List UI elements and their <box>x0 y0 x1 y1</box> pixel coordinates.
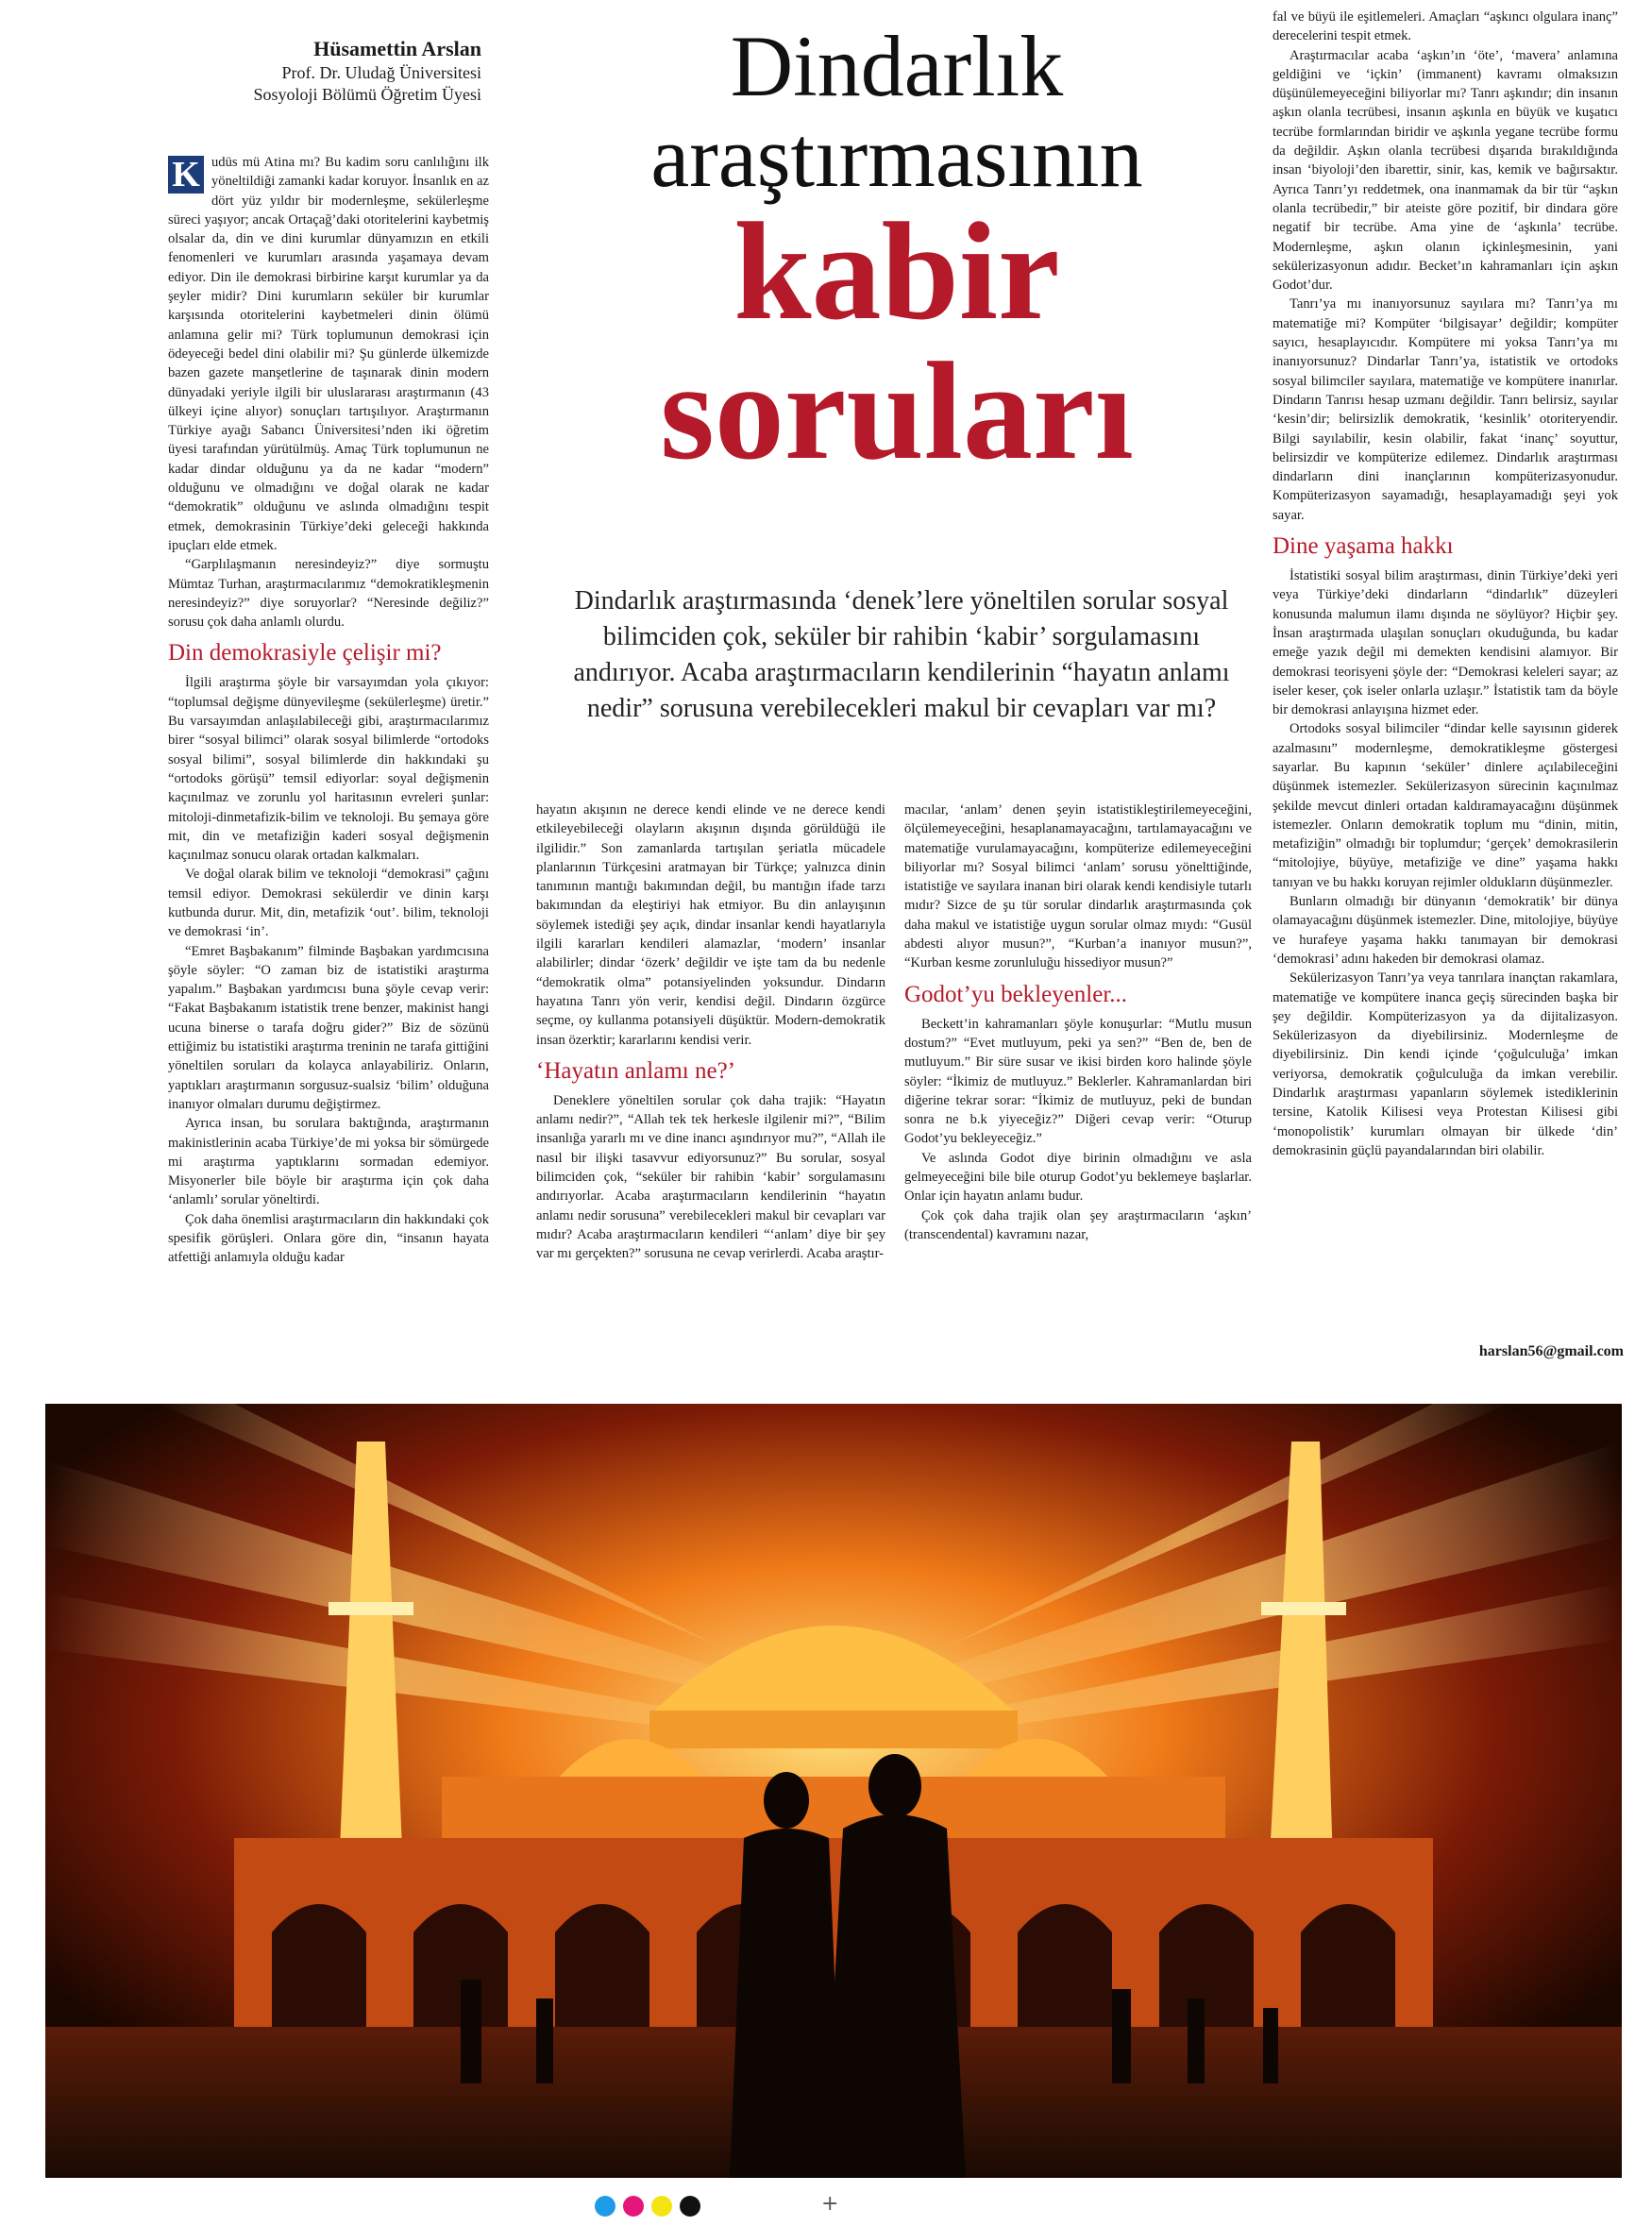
mosque-photo-illustration <box>45 1404 1622 2178</box>
drop-cap: K <box>168 156 204 194</box>
lead-paragraph <box>168 153 489 555</box>
registration-mark-yellow <box>651 2196 672 2217</box>
paragraph: Beckett’in kahramanları şöyle konuşurlar: “Mutlu musun dostum?” “Evet mutluyum, peki ya sen?” “Ben de, ben de mutluyum.” Bir süre susar ve ikisi birden koro halinde şöyle söyler: “İkimiz de mutluyuz.” Beklerler. Kahramanlardan biri diğerine tekrar sorar: “İkimiz de mutluyuz, peki de bundan sonra ne b.k yiyeceğiz?” Diğeri cevap verir: “Oturup Godot’yu bekleyeceğiz.” <box>904 1016 1252 1147</box>
author-role-2: Sosyoloji Bölümü Öğretim Üyesi <box>253 85 481 104</box>
byline <box>170 36 481 106</box>
registration-mark-magenta <box>623 2196 644 2217</box>
paragraph: Sekülerizasyon Tanrı’ya veya tanrılara inançtan rakamlara, matematiğe ve kompütere inanca geçiş sürecinden başka bir şey değildir. Kompüterizasyon ya da dijitalizasyon. Sekülerizasyon da diyebilirsiniz. Modernleşme de diyebilirsiniz. Din kendi içinde ‘çoğulculuğa’ imkan veriyorsa, demokratik çoğulculuğa da imkan verebilir. Dindarlık araştırması yapanların söylemek istediklerinin tersine, Katolik Kilisesi veya Protestan Kilisesi gibi ‘monopolistik’ kurumları olmayan bir ülkede ‘din’ demokrasinin güçlü payandalarından biri olabilir. <box>1273 970 1618 1158</box>
paragraph: Çok daha önemlisi araştırmacıların din hakkındaki çok spesifik görüşleri. Onlara göre din, “insanın hayata atfettiği anlamıyla olduğu kadar <box>168 1211 489 1266</box>
column-2 <box>536 801 885 1264</box>
paragraph: İlgili araştırma şöyle bir varsayımdan yola çıkıyor: “toplumsal değişme dünyevileşme (sekülerleşme) üretir.” Bu varsayımdan anlaşılabileceği gibi, araştırmacılarımız birer “sosyal bilimci” olarak sosyal bilimlerde “ortodoks sosyal bilimi”, sosyal bilimlerde din hakkındaki şu “ortodoks görüşü” temsil ediyorlar: soyal değişmenin kaçınılmaz ve zorunlu yol haritasının evreleri şunlar: mitoloji-dinmetafizik-bilim ve teknoloji. Bu şemaya göre mit, din ve metafiziğin kaderi sosyal değişmenin kaçınılmaz sonucu olarak ortadan kalkmaları. <box>168 675 489 864</box>
paragraph: Araştırmacılar acaba ‘aşkın’ın ‘öte’, ‘mavera’ anlamına geldiğini ve ‘içkin’ (immanent) kavramı olmaksızın düşünülemeyeceğini biliyorlar mı? Tanrı aşkındır; din insanın aşkın olanla tecrübesi, insanın aşkınla en büyük ve kuşatıcı tecrübe formlarından biridir ve aşkınla yegane tecrübe formu da değildir. Aşkın olanla tecrübesi dışarıda bırakıldığında insan ‘biyoloji’den ibarettir, sinir, kas, kemik ve bağırsaktır. Ayrıca Tanrı’yı reddetmek, ona inanmamak da bir tür “aşkın olanla tecrübedir,” bir ateiste göre pozitif, bir dindara göre negatif bir tecrübe. Ama yine de ‘aşkınla’ tecrübe. Modernleşme, aşkın olanın içkinleşmesinin, yani sekülerizasyonun adıdır. Becket’ın kahramanları için aşkın Godot’dur. <box>1273 47 1618 294</box>
paragraph: “Garplılaşmanın neresindeyiz?” diye sormuştu Mümtaz Turhan, araştırmacılarımız “demokratikleşmenin neresindeyiz?” diye soruyorlar? “Neresinde değiliz?” sorusu çok daha anlamlı olurdu. <box>168 557 489 631</box>
paragraph: Deneklere yöneltilen sorular çok daha trajik: “Hayatın anlamı nedir?”, “Allah tek tek herkesle ilgilenir mi?”, “Bilim insanlığa yararlı mı ve dine inancı aşındırıyor mu?”, “Allah ile nasıl bir ilişki tasavvur ediyorsunuz?” Bu sorular, sosyal bilimciden çok, “seküler bir rahibin ‘kabir’ sorgulamasını andırıyorlar. Acaba araştırmacıların kendilerinin “hayatın anlamı nedir sorusuna” verebilecekleri makul bir cevapları var mıdır? Acaba araştırmacıların kendileri “‘anlam’ diye bir şey var mı gerçekten?” sorusuna ne cevap verirlerdi. Acaba araştır- <box>536 1092 885 1262</box>
headline <box>529 18 1265 489</box>
deck: Dindarlık araştırmasında ‘denek’lere yöneltilen sorular sosyal bilimciden çok, seküler bir rahibin ‘kabir’ sorgulamasını andırıyor. Acaba araştırmacıların kendilerinin “hayatın anlamı nedir” sorusuna verebilecekleri makul bir cevapları var mı? <box>573 586 1230 723</box>
paragraph: Tanrı’ya mı inanıyorsunuz sayılara mı? Tanrı’ya mı matematiğe mi? Kompüter ‘bilgisayar’ değildir; kompüter sayıcı, hesaplayıcıdır. Kompütere mi yoksa Tanrı’ya mı inanıyorsunuz? Dindarlar Tanrı’ya, istatistik ve ortodoks sosyal bilimciler sayılara, matematiğe ve kompütere inanırlar. Dindarın Tanrısı hesap uzmanı değildir. Tanrı belirsiz, sayılar ‘kesin’dir; belirsizlik demokratik, ‘kesinlik’ otoriteryendir. Bilgi sayılabilir, kesin olabilir, fakat ‘inanç’ soyuttur, belirsizdir ve kompüterize edilemez. Dindarlık araştırması dindarların dini inançlarının kompüterizasyonudur. Kompüterizasyon sayamadığı, hesaplayamadığı şeyi yok sayar. <box>1273 296 1618 523</box>
paragraph: Ve doğal olarak bilim ve teknoloji “demokrasi” çağını temsil ediyor. Demokrasi sekülerdir ve dinin karşı kutbunda durur. Mit, din, metafizik ‘out’. bilim, teknoloji ve demokrasi ‘in’. <box>168 867 489 940</box>
headline-line-1: Dindarlık <box>730 18 1064 114</box>
mosque-photo <box>45 1404 1622 2178</box>
author-name: Hüsamettin Arslan <box>313 37 481 60</box>
headline-line-2: araştırmasının <box>650 109 1143 205</box>
registration-mark-cyan <box>595 2196 615 2217</box>
registration-mark-black <box>680 2196 700 2217</box>
paragraph: “Emret Başbakanım” filminde Başbakan yardımcısına şöyle söyler: “O zaman biz de istatistiki araştırma yapalım.” Başbakan yardımcısı buna şöyle cevap verir: “Fakat Başbakanım istatistik trene benzer, makinist hangi ucuna binerse o tarafa doğru gider?” Biz de sözünü ettiğimiz bu istatistiki araştırma treninin ne tarafa gittiğini yöneltilen soruları da kolayca anlayabiliriz. Onların, yaptıkları araştırmanın sorgusuz-sualsiz ‘bilim’ olduğuna inanıyor olmaları durumu değiştirmez. <box>168 943 489 1112</box>
subheading-godot: Godot’yu bekleyenler... <box>904 981 1128 1007</box>
subheading-dine: Dine yaşama hakkı <box>1273 533 1454 560</box>
paragraph: Bunların olmadığı bir dünyanın ‘demokratik’ bir dünya olamayacağını düşünmek istemezler. Dine, mitolojiye, büyüye ve hurafeye yaşama hakkı tanımayan bir demokrasi ‘demokrasi’ adını hakeden bir demokrasi olamaz. <box>1273 894 1618 967</box>
crop-mark-icon: + <box>821 2192 839 2216</box>
column-3 <box>904 801 1252 1244</box>
author-role-1: Prof. Dr. Uludağ Üniversitesi <box>281 63 481 82</box>
subheading-demokrasi: Din demokrasiyle çelişir mi? <box>168 640 442 666</box>
paragraph: hayatın akışının ne derece kendi elinde ve ne derece kendi etkileyebileceği olayların akışının dışında görüldüğü ile ilgilidir.” Son zamanlarda tartışılan şeriatla mücadele planlarının Türkçesini aratmayan bir Türkçe; yalnızca dinin tanımının mantığı bakımından değil, bu mantığın ifade tarzı bakımından da eleştiriyi hak etmiyor. Bu din anlayışının söylemek istediği şey açık, dindar insanlar kendi hayatlarıyla ilgili kararları kendileri alamazlar, ‘modern’ insanlar alabilirler; dindar ‘özerk’ değildir ve işte tam da bu nedenle “demokratik olma” potansiyelinden yoksundur. Dindarın hayatına Tanrı yön verir, kendisi değil. Dindarın özgürce seçme, oy kullanma potansiyeli düşüktür. Modern-demokratik insan özerktir; kararlarını kendisi verir. <box>536 802 885 1048</box>
headline-line-4: soruları <box>660 334 1134 489</box>
paragraph: fal ve büyü ile eşitlemeleri. Amaçları “aşkıncı olgulara inanç” derecelerini tespit etmek. <box>1273 9 1618 44</box>
paragraph: macılar, ‘anlam’ denen şeyin istatistikleştirilemeyeceğini, ölçülemeyeceğini, hesaplanamayacağını, tartılamayacağını ve matematiğe vurulamayacağını, kompüterize edilemeyeceğini biliyorlar mı? Sosyal bilimci ‘anlam’ sorusu yönelttiğinde, istatistiğe ve sayılara inanan biri olarak kendi kendisiyle tutarlı mıdır? Sizce de şu tür sorular dindarlık araştırmasında çok daha makul ve istatistiğe uygun sorular olmaz mıydı: “Gusül abdesti alıyor musun?”, “Kurban’a inanıyor musun?”, “Kurban kesme zorunluluğu hissediyor musun?” <box>904 802 1252 971</box>
paragraph-text: udüs mü Atina mı? Bu kadim soru canlılığını ilk yöneltildiği zamanki kadar koruyor. İnsanlık en az dört yüz yıldır bir modernleşme, sekülerleşme süreci yaşıyor; ancak Ortaçağ’daki otoritelerini kaybetmiş olsalar da, din ve dini kurumlar dünyamızın en etkili fenomenleri ve kurumları arasında yaşamaya devam ediyor. Din ile demokrasi birbirine karşıt kurumlar ya da şeyler midir? Dini kurumların seküler bir kurumlar karşısında otoritelerini kaybetmeleri dinin ölümü anlamına gelir mi? Türk toplumunun demokrasi için ödeyeceği bedel dini olabilir mi? Şu günlerde ülkemizde bazen gazete manşetlerine de taşınarak dinin modern dünyadaki yeriyle ilgili bir uluslararası araştırmanın (43 ülkeyi içine alıyor) sonuçları tartışılıyor. Araştırmanın Türkiye ayağı Sabancı Üniversitesi’nden iki öğretim üyesi tarafından yürütülmüş. Amaç Türk toplumunun ne kadar dindar olduğunu ya da ne kadar “modern” olduğunu ve olmadığını ve doğal olarak ne kadar “demokratik” olduğunu ve aslında olmadığını tespit etmek, demokrasinin Türkiye’deki geleceği hakkında ipuçları elde etmek. <box>168 155 489 553</box>
column-1 <box>168 153 489 1268</box>
paragraph: İstatistiki sosyal bilim araştırması, dinin Türkiye’deki yeri veya Türkiye’deki dindarların “dindarlık” düzeyleri konusunda malumun ilamı dışında ne söylüyor? Hiçbir şey. İnsan araştırmada ulaşılan sonuçları okuduğunda, bu kadar emeğe yazık değil mi demekten kendisini alamıyor. Bir demokrasi teorisyeni şöyle der: “Demokrasi keleleri sayar; az iseler keser, çok iseler onlarla uzlaşır.” İstatistik tam da böyle bir demokrasi anlayışına hizmet eder. <box>1273 568 1618 718</box>
column-4 <box>1273 8 1618 1160</box>
paragraph: Ortodoks sosyal bilimciler “dindar kelle sayısının giderek azalmasını” modernleşme, demokratikleşme göstergesi sayarlar. Bu kapının ‘seküler’ dinlere açılabileceğini düşünmek istemezler. Sekülerizasyon sürecinin kaçınılmaz şekilde mevcut dinleri ortadan kaldıramayacağını düşünmek istemezler. Onların demokratik toplum mu “dinin, mitin, metafiziğin” olmadığı bir toplumdur; ‘gerçek’ demokrasilerin “mitolojiye, büyüye, metafiziğe ve dine” yaşama hakkı tanıyan ve bu hakkı koruyan rejimler oldukların düşünmezler. <box>1273 721 1618 890</box>
subheading-hayat: ‘Hayatın anlamı ne?’ <box>536 1057 736 1084</box>
headline-line-3: kabir <box>733 194 1060 349</box>
paragraph: Ve aslında Godot diye birinin olmadığını ve asla gelmeyeceğini bile bile oturup Godot’yu beklemeye başlarlar. Onlar için hayatın anlamı budur. <box>904 1150 1252 1205</box>
paragraph: Ayrıca insan, bu sorulara baktığında, araştırmanın makinistlerinin acaba Türkiye’de mi yoksa bir sömürgede mi araştırma yaptıklarını sormadan edemiyor. Misyonerler bile böyle bir araştırma için çok daha ‘anlamlı’ sorular yöneltirdi. <box>168 1116 489 1208</box>
paragraph: Çok çok daha trajik olan şey araştırmacıların ‘aşkın’ (transcendental) kavramını nazar, <box>904 1207 1252 1242</box>
author-email: harslan56@gmail.com <box>1478 1343 1624 1359</box>
